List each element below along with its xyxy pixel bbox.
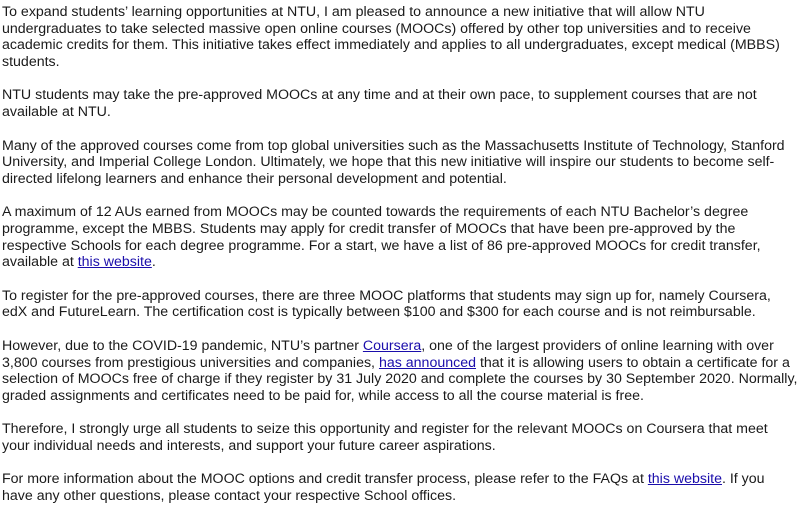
announcement-document (2, 4, 798, 505)
paragraph-coursera-offer (2, 338, 798, 404)
paragraph-text: For more information about the MOOC options and credit transfer process, please refer to the FAQs at (2, 471, 648, 488)
paragraph-urge (2, 421, 798, 454)
paragraph-pace (2, 87, 798, 120)
coursera-link[interactable]: Coursera (362, 337, 422, 354)
mooc-list-website-link[interactable]: this website (77, 254, 152, 271)
has-announced-link[interactable]: has announced (378, 354, 476, 371)
paragraph-text: NTU students may take the pre-approved MOOCs at any time and at their own pace, to supplement courses that are not available at NTU. (2, 87, 757, 120)
paragraph-text: , one of the largest providers of online learning with over 3,800 courses from prestigious universities and companies, (2, 337, 774, 371)
paragraph-text: . If you have any other questions, please contact your respective School offices. (2, 471, 765, 505)
paragraph-platforms (2, 288, 798, 321)
faq-website-link[interactable]: this website (647, 471, 722, 488)
paragraph-text: that it is allowing users to obtain a certificate for a selection of MOOCs free of charge if they register by 31 July 2020 and complete the courses by 30 September 2020. Normally, graded assignments and certificates need to be paid for, while access to all the course material is free. (2, 354, 798, 404)
paragraph-universities (2, 138, 798, 188)
paragraph-text: . (151, 254, 156, 271)
paragraph-text: A maximum of 12 AUs earned from MOOCs may be counted towards the requirements of each NTU Bachelor’s degree programme, except the MBBS. Students may apply for credit transfer of MOOCs that have been pre-approved by the respective Schools for each degree programme. For a start, we have a list of 86 pre-approved MOOCs for credit transfer, available at (2, 204, 761, 271)
paragraph-more-info (2, 471, 798, 504)
paragraph-credit-transfer (2, 204, 798, 270)
paragraph-initiative-intro (2, 4, 798, 70)
paragraph-text: Many of the approved courses come from top global universities such as the Massachusetts Institute of Technology, Stanford University, and Imperial College London. Ultimately, we hope that this new initiative will inspire our students to become self-directed lifelong learners and enhance their personal development and potential. (2, 137, 785, 187)
paragraph-text: However, due to the COVID-19 pandemic, NTU’s partner (2, 337, 363, 354)
paragraph-text: To register for the pre-approved courses, there are three MOOC platforms that students may sign up for, namely Coursera, edX and FutureLearn. The certification cost is typically between $100 and $300 for each course and is not reimbursable. (2, 287, 771, 321)
paragraph-text: To expand students’ learning opportunities at NTU, I am pleased to announce a new initiative that will allow NTU undergraduates to take selected massive open online courses (MOOCs) offered by other top universities and to receive academic credits for them. This initiative takes effect immediately and applies to all undergraduates, except medical (MBBS) students. (2, 4, 780, 70)
paragraph-text: Therefore, I strongly urge all students to seize this opportunity and register for the relevant MOOCs on Coursera that meet your individual needs and interests, and support your future career aspirations. (2, 421, 768, 454)
